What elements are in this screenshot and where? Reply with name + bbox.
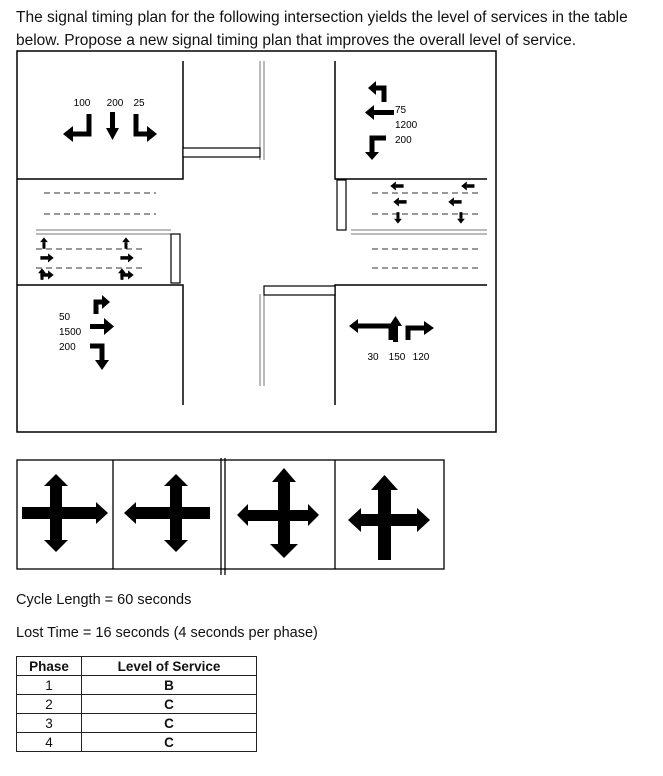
table-row <box>17 676 257 695</box>
phase-cell: 2 <box>17 695 82 714</box>
eb-left-volume: 50 <box>59 312 71 323</box>
nb-left-volume: 30 <box>367 352 379 363</box>
wb-left-volume: 200 <box>395 135 412 146</box>
lost-time: Lost Time = 16 seconds (4 seconds per phase) <box>16 625 318 641</box>
southbound-volumes <box>74 98 145 109</box>
los-cell: C <box>82 733 257 752</box>
phase-cell: 1 <box>17 676 82 695</box>
wb-through-volume: 1200 <box>395 120 418 131</box>
los-cell: C <box>82 714 257 733</box>
eb-through-volume: 1500 <box>59 327 82 338</box>
cycle-length: Cycle Length = 60 seconds <box>16 592 192 608</box>
table-row <box>17 714 257 733</box>
phase-cell: 3 <box>17 714 82 733</box>
phase-diagram <box>16 458 446 576</box>
table-row <box>17 733 257 752</box>
northbound-volumes <box>367 352 429 363</box>
column-header-los: Level of Service <box>82 657 257 676</box>
table-row <box>17 695 257 714</box>
wb-right-volume: 75 <box>395 105 407 116</box>
sb-right-volume: 25 <box>133 98 145 109</box>
sb-left-volume: 100 <box>73 98 91 109</box>
sb-through-volume: 200 <box>106 98 124 109</box>
nb-right-volume: 120 <box>412 352 430 363</box>
column-header-phase: Phase <box>17 657 82 676</box>
level-of-service-table <box>16 656 257 752</box>
intersection-diagram <box>16 50 497 433</box>
table-header-row <box>17 657 257 676</box>
phase-cell: 4 <box>17 733 82 752</box>
eb-right-volume: 200 <box>59 342 76 353</box>
problem-statement: The signal timing plan for the following intersection yields the level of services in the table below. Propose a new signal timing plan that improves the overall level of service. <box>16 9 628 49</box>
los-cell: C <box>82 695 257 714</box>
nb-through-volume: 150 <box>388 352 406 363</box>
los-cell: B <box>82 676 257 695</box>
